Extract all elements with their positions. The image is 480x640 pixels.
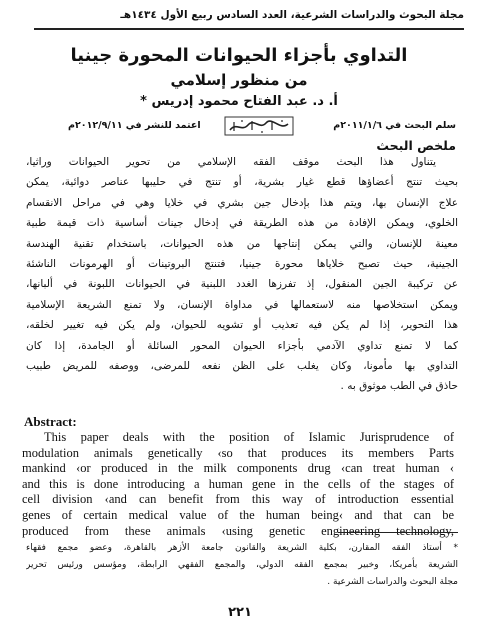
english-abstract-line: and this is done introducing a human gene in the cells of the stages of <box>22 476 454 491</box>
arabic-abstract-line: التداوي بها مأمونا، وكان يغلب على الظن نفعه للمرضى، ووصفه للمريض طبيب <box>26 359 458 372</box>
arabic-abstract-line: الجينية، حيث تصبح خلاياها محورة جينيا، فتنتج البروتينات أو الهرمونات الناشئة <box>26 257 458 270</box>
date-received: سلم البحث في ٢٠١١/١/٦م <box>333 120 456 131</box>
arabic-abstract-line: يتناول هذا البحث موقف الفقه الإسلامي من تحوير الحيوانات وراثيا، <box>26 156 436 168</box>
footnote-divider <box>338 532 458 533</box>
journal-issue-line: مجلة البحوث والدراسات الشرعية، العدد السادس ربيع الأول ١٤٣٤هـ <box>120 9 464 21</box>
english-abstract-line: This paper deals with the position of Islamic Jurisprudence of <box>44 430 454 444</box>
basmala-calligraphy-seal <box>224 116 294 136</box>
english-abstract-heading: Abstract: <box>24 414 77 429</box>
title-line-2: من منظور إسلامي <box>170 70 308 89</box>
footnote-line: الشريعة بأمريكا، وخبير بمجمع الفقه الدولي، والمجمع الفقهي الرابطة، ومؤسس ورئيس تحرير <box>26 560 458 570</box>
english-abstract-line: produced from these animals ‹using genetic engineering technology, <box>22 523 454 538</box>
arabic-abstract-line: الخلوي، ويمكن الإفادة من هذه الطريقة في إدخال جينات أساسية ذات قيمة طبية <box>26 217 458 230</box>
arabic-abstract-line: ويمكن استخلاصها منه لاستعمالها في مداواة الإنسان، ولا تمنع الشريعة الإسلامية <box>26 298 458 311</box>
english-abstract-line: cell division ‹and can benefit from this way of introduction essential <box>22 492 454 507</box>
arabic-abstract-line: معينة للإنسان، والتي يمكن إنتاجها من هذه الحيوانات، باستخدام تقنية الهندسة <box>26 237 458 250</box>
arabic-abstract-heading: ملخص البحث <box>376 138 456 153</box>
arabic-abstract-line: هذا التحوير، إذا لم يكن فيه تعذيب أو تشويه للحيوان، ولم يكن فيه تغيير لخلقه، <box>26 319 458 332</box>
page-number: ٢٢١ <box>228 605 252 620</box>
footnote-line: مجلة البحوث والدراسات الشرعية . <box>327 577 458 587</box>
arabic-abstract-line: بحيث تنتج أعضاؤها قطع غيار بشرية، أو تنتج في حليبها عناصر دوائية، يمكن <box>26 176 458 189</box>
running-header <box>34 8 464 30</box>
english-abstract-line: mankind ‹or produced in the milk components drug ‹can treat human ‹ <box>22 461 454 476</box>
arabic-abstract-line: كما لا تمنع تداوي الآدمي بأجزاء الحيوان المحور السائلة أو الجامدة، إذا كان <box>26 339 458 352</box>
author-footnote <box>26 540 458 591</box>
author-name: أ. د. عبد الفتاح محمود إدريس * <box>140 94 338 109</box>
english-abstract-body <box>22 430 454 539</box>
title-line-1: التداوي بأجزاء الحيوانات المحورة جينيا <box>70 45 408 66</box>
footnote-line: * أستاذ الفقه المقارن، بكلية الشريعة والقانون جامعة الأزهر بالقاهرة، وعضو مجمع فقهاء <box>26 543 458 553</box>
arabic-abstract-line: علاج الإنسان بها، ويتم هذا بإدخال جين بشري في خلايا وهي في مراحل الانقسام <box>26 196 458 209</box>
arabic-abstract-line: عن تركيبة الجين المنقول، إذ تفرزها الغدد اللبنية في الحيوانات اللبونة في ألبانها، <box>26 278 458 291</box>
arabic-abstract-line: حاذق في الطب موثوق به . <box>340 380 458 393</box>
english-abstract-line: genes of certain medical value of the human being‹ and that can be <box>22 507 454 522</box>
paper-title <box>24 45 454 89</box>
arabic-abstract-body <box>26 152 458 397</box>
date-accepted: اعتمد للنشر في ٢٠١٢/٩/١١م <box>68 120 201 131</box>
dates-row <box>26 116 456 138</box>
english-abstract-line: modulation animals genetically ‹so that produces its members Parts <box>22 445 454 460</box>
